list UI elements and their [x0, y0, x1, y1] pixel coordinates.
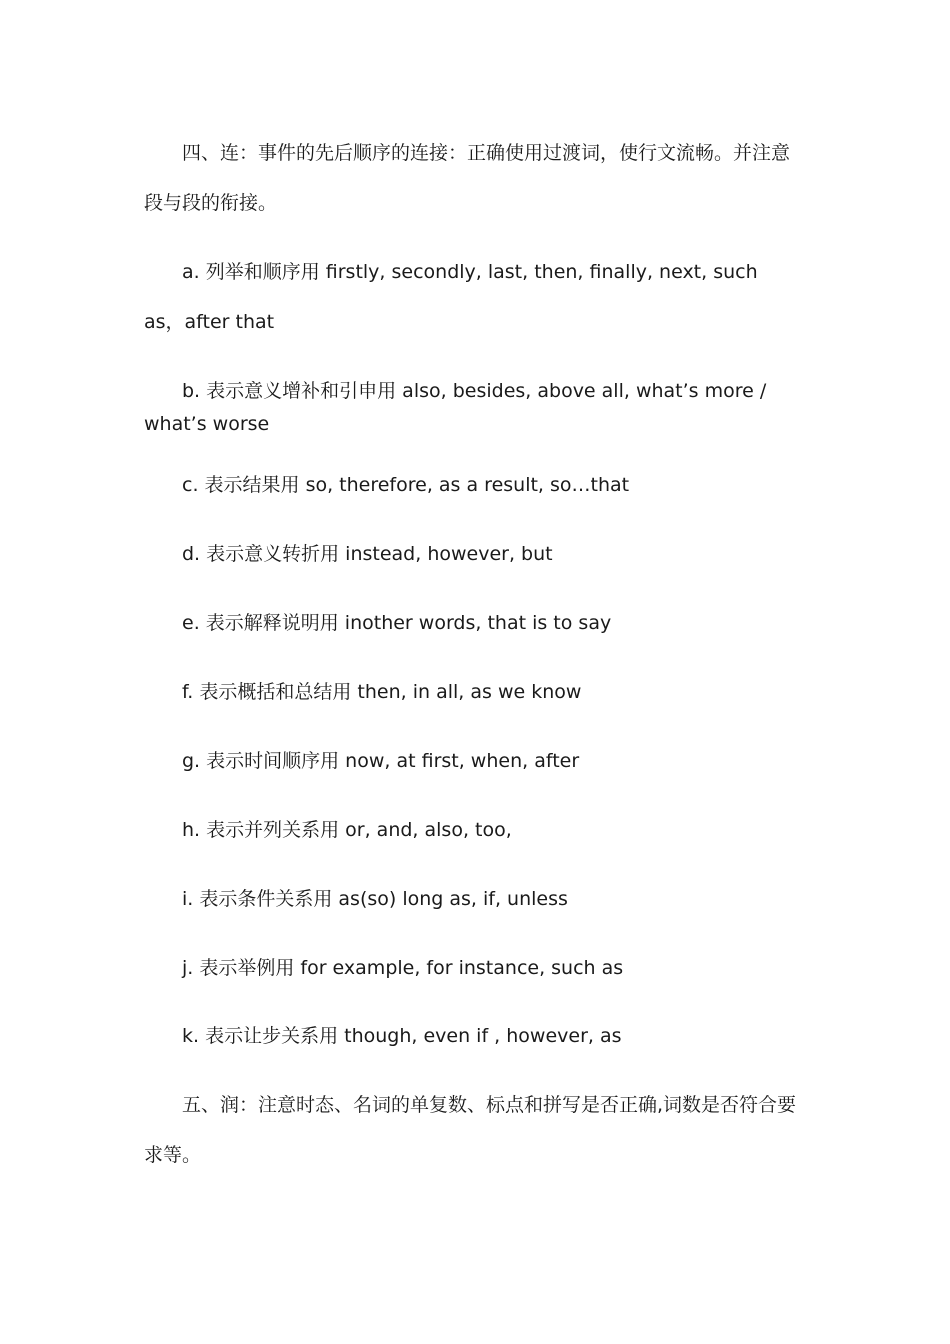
list-item-f-line-1: f. 表示概括和总结用 then, in all, as we know	[182, 681, 582, 703]
list-item-a-line-2: as，after that	[144, 311, 275, 333]
list-item-g-line-1: g. 表示时间顺序用 now, at first, when, after	[182, 750, 580, 772]
list-item-i-line-1: i. 表示条件关系用 as(so) long as, if, unless	[182, 888, 568, 910]
list-item-d-line-1: d. 表示意义转折用 instead, however, but	[182, 543, 553, 565]
list-item-a-line-1: a. 列举和顺序用 firstly, secondly, last, then, finally, next, such	[182, 261, 758, 283]
list-item-k-line-1: k. 表示让步关系用 though, even if , however, as	[182, 1025, 622, 1047]
list-item-j-line-1: j. 表示举例用 for example, for instance, such as	[182, 957, 624, 979]
section-5-line-2: 求等。	[144, 1144, 202, 1166]
list-item-b-line-2: what’s worse	[144, 413, 270, 435]
section-4-line-2: 段与段的衔接。	[144, 192, 278, 214]
list-item-b-line-1: b. 表示意义增补和引申用 also, besides, above all, what’s more /	[182, 380, 767, 402]
list-item-h-line-1: h. 表示并列关系用 or, and, also, too,	[182, 819, 512, 841]
list-item-c-line-1: c. 表示结果用 so, therefore, as a result, so…that	[182, 474, 630, 496]
list-item-e-line-1: e. 表示解释说明用 inother words, that is to say	[182, 612, 612, 634]
section-4-line-1: 四、连：事件的先后顺序的连接：正确使用过渡词，使行文流畅。并注意	[182, 142, 791, 164]
section-5-line-1: 五、润：注意时态、名词的单复数、标点和拼写是否正确,词数是否符合要	[182, 1094, 797, 1116]
